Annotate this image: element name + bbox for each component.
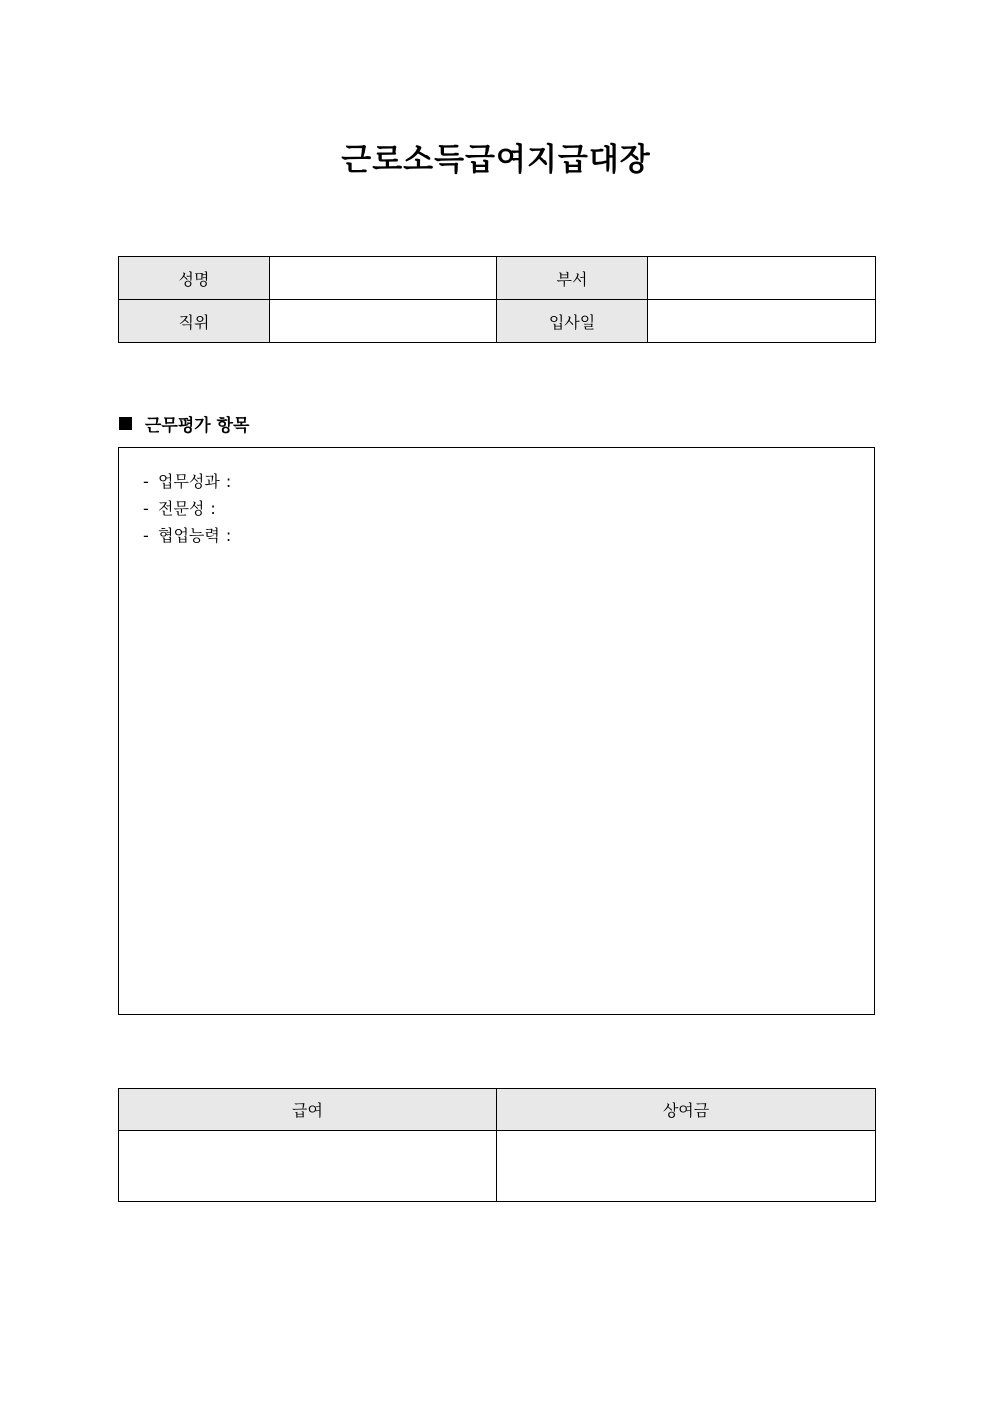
salary-field[interactable] <box>119 1131 497 1202</box>
collaboration-label: 협업능력 <box>158 526 220 545</box>
department-label: 부서 <box>497 257 648 300</box>
evaluation-section-heading <box>119 411 249 436</box>
list-dash: - <box>143 499 149 518</box>
list-colon: : <box>225 526 232 545</box>
department-field[interactable] <box>648 257 876 300</box>
position-field[interactable] <box>270 300 497 343</box>
pay-table <box>118 1088 876 1202</box>
name-field[interactable] <box>270 257 497 300</box>
list-dash: - <box>143 472 149 491</box>
evaluation-box[interactable] <box>118 447 875 1015</box>
list-colon: : <box>210 499 216 518</box>
name-label: 성명 <box>119 257 270 300</box>
bonus-field[interactable] <box>497 1131 876 1202</box>
expertise-label: 전문성 <box>158 499 205 518</box>
table-row <box>119 1089 876 1131</box>
position-label: 직위 <box>119 300 270 343</box>
list-item <box>143 522 874 549</box>
list-colon: : <box>225 472 232 491</box>
table-row <box>119 1131 876 1202</box>
performance-label: 업무성과 <box>158 472 220 491</box>
employee-info-table <box>118 256 876 343</box>
list-item <box>143 495 874 522</box>
salary-header: 급여 <box>119 1089 497 1131</box>
list-item <box>143 468 874 495</box>
list-dash: - <box>143 526 149 545</box>
table-row <box>119 257 876 300</box>
hire-date-label: 입사일 <box>497 300 648 343</box>
square-bullet-icon <box>119 417 132 430</box>
document-title: 근로소득급여지급대장 <box>341 142 651 178</box>
hire-date-field[interactable] <box>648 300 876 343</box>
bonus-header: 상여금 <box>497 1089 876 1131</box>
table-row <box>119 300 876 343</box>
evaluation-section-title: 근무평가 항목 <box>145 416 250 436</box>
evaluation-list <box>119 448 874 549</box>
